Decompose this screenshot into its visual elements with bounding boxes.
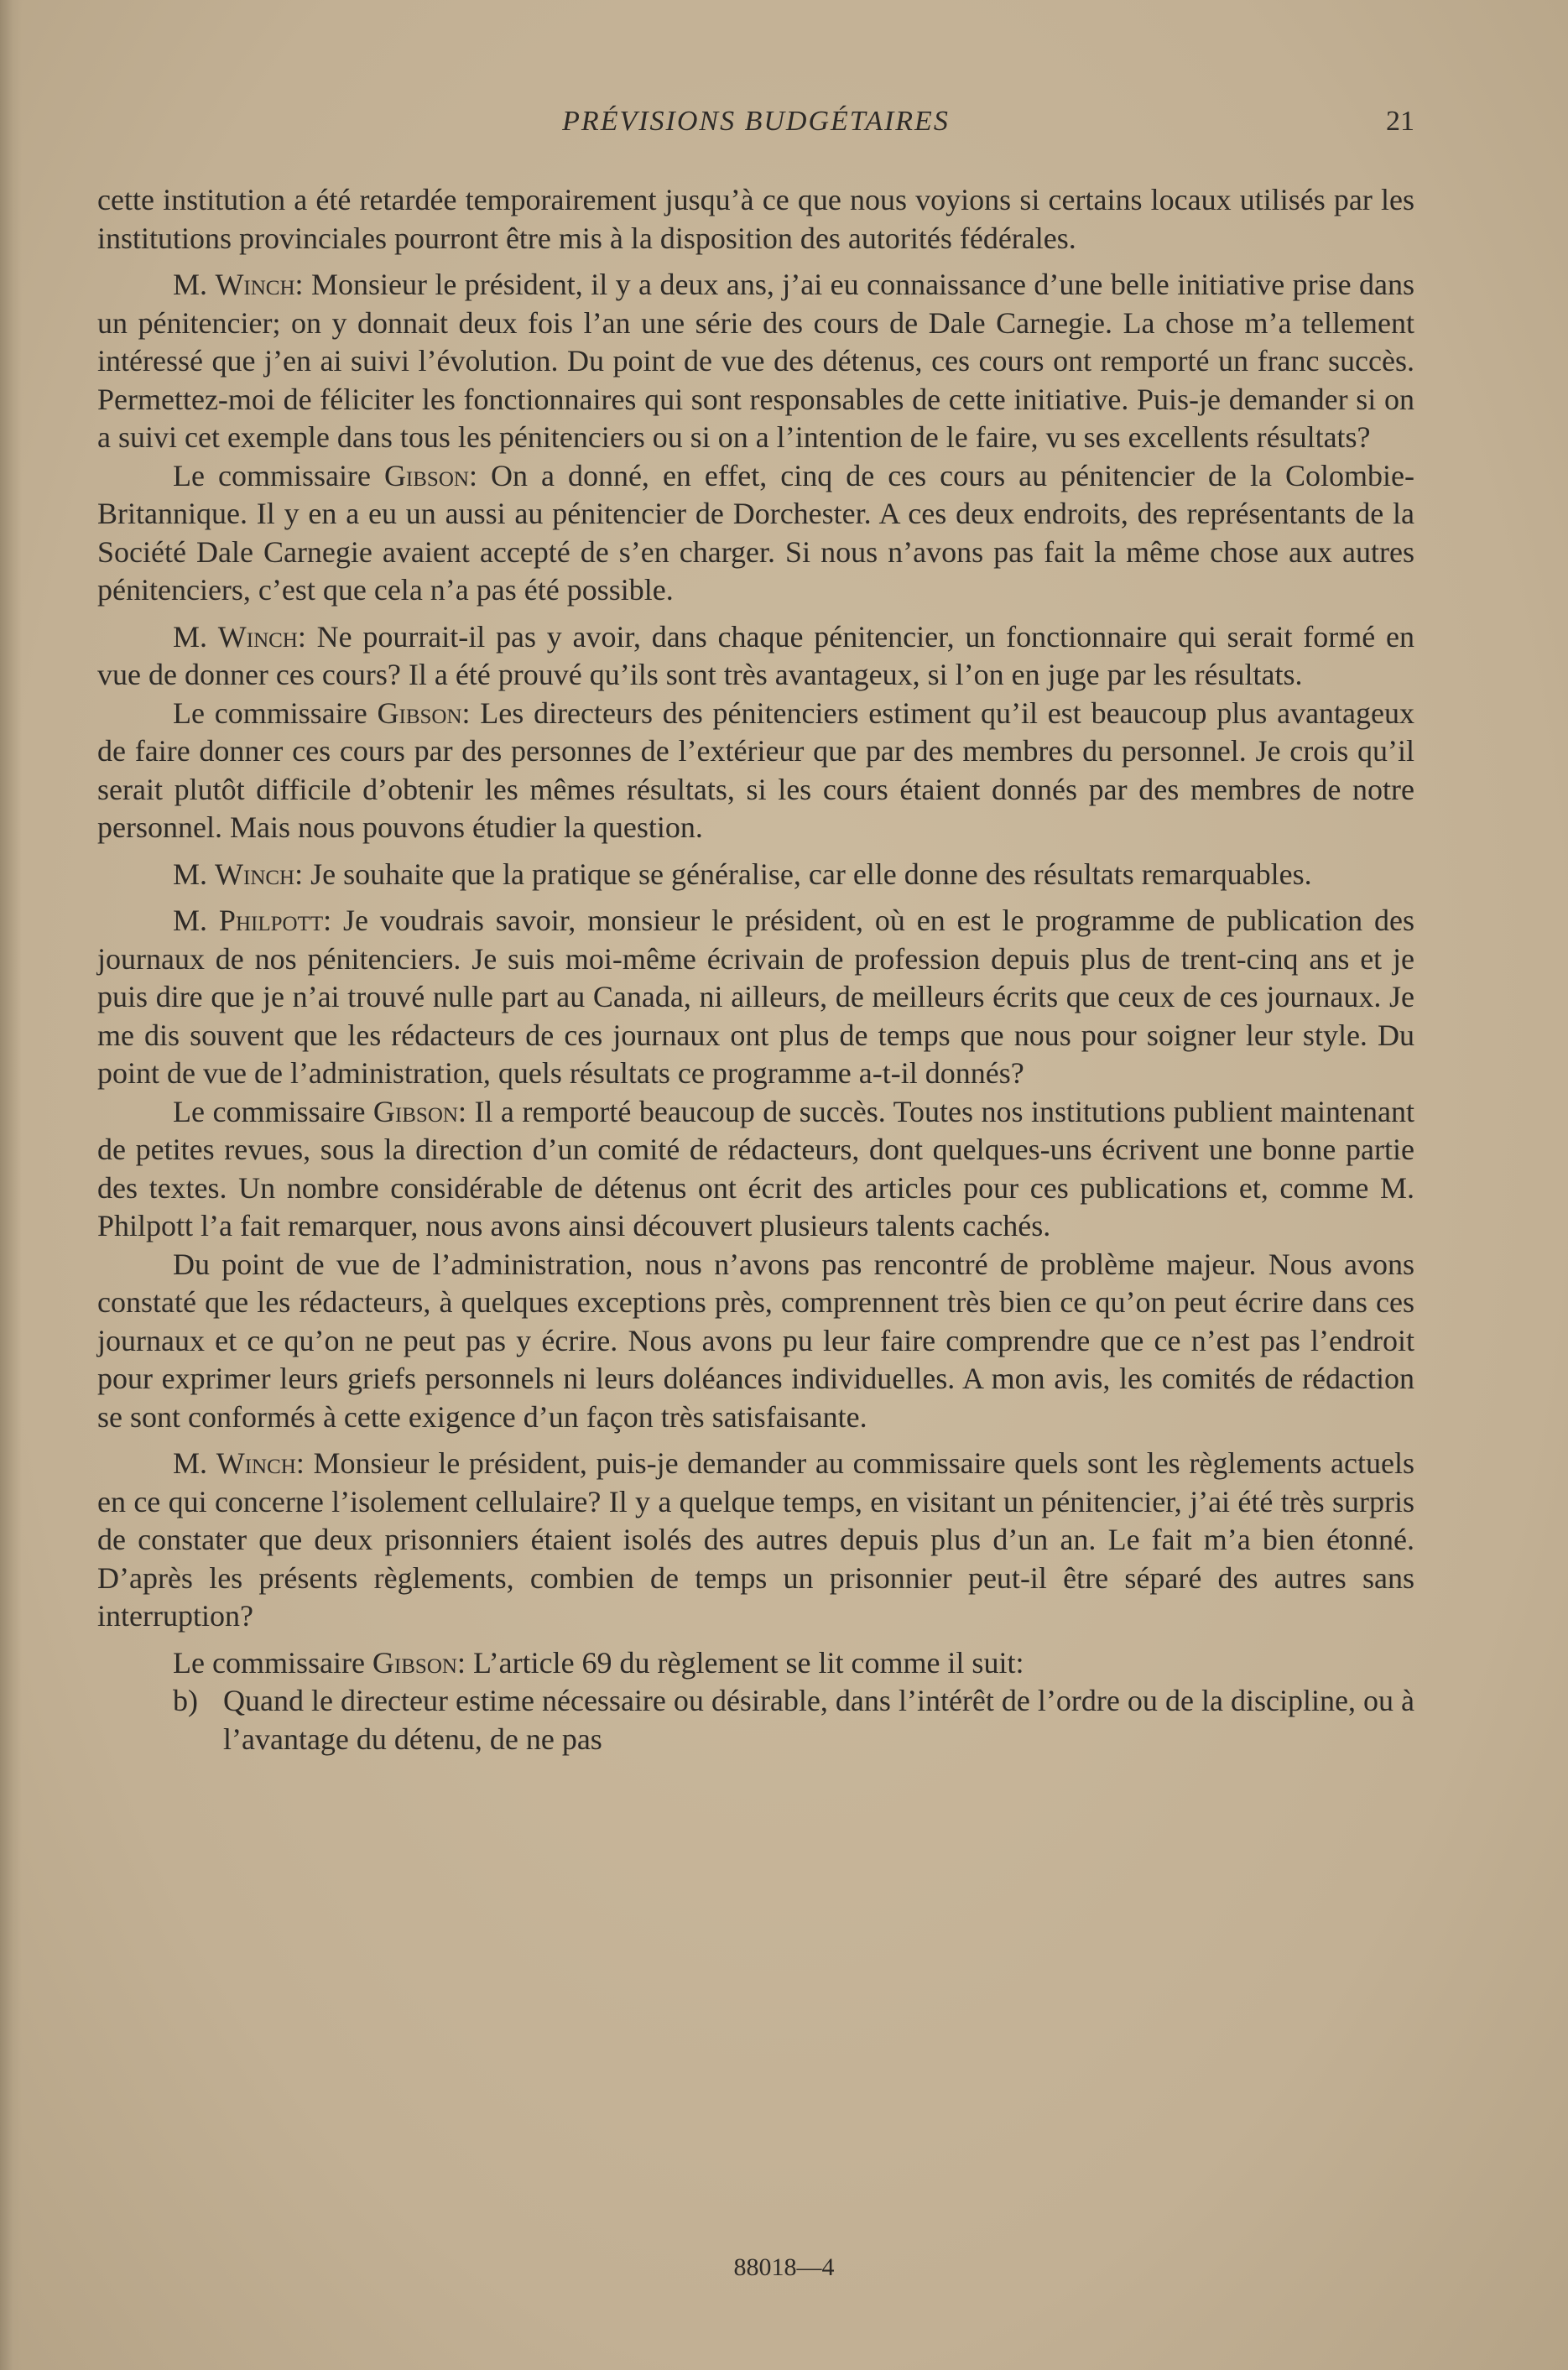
speaker-prefix: Le commissaire [173,1094,373,1128]
speaker-name: Gibson [372,1094,458,1128]
speech-text: : Je souhaite que la pratique se généralise, car elle donne des résultats remarquables. [294,857,1312,891]
paragraph [97,695,1414,847]
page-edge-shadow [0,0,22,2370]
speaker-prefix: M. [173,268,216,301]
running-title: PRÉVISIONS BUDGÉTAIRES [562,106,950,137]
speech-text: : Il a remporté beaucoup de succès. Toutes nos institutions publient maintenant de petites revues, sous la direction d’un comité de rédacteurs, dont quelques-uns écrivent une bonne partie des textes. Un nombre considérable de détenus ont écrit des articles pour ces publications et, comme M. Philpott l’a fait remarquer, nous avons ainsi découvert plusieurs talents cachés. [97,1094,1414,1242]
item-text: Quand le directeur estime nécessaire ou désirable, dans l’intérêt de l’ordre ou de la discipline, ou à l’avantage du détenu, de ne pas [223,1684,1414,1756]
paragraph [97,856,1414,894]
speech-text: : Monsieur le président, puis-je demander au commissaire quels sont les règlements actuels en ce qui concerne l’isolement cellulaire? Il y a quelque temps, en visitant un pénitencier, j’ai été très surpris de constater que deux prisonniers étaient isolés des autres depuis plus d’un an. Le fait m’a bien étonné. D’après les présents règlements, combien de temps un prisonnier peut-il être séparé des autres sans interruption? [97,1446,1414,1633]
speaker-name: Philpott [218,904,324,937]
printer-signature: 88018—4 [733,2253,835,2281]
speaker-prefix: M. [173,1446,216,1480]
page-number: 21 [1386,106,1414,137]
regulation-item [97,1682,1414,1758]
speaker-name: Winch [215,857,295,891]
speaker-name: Winch [216,1446,296,1480]
speaker-name: Gibson [372,1645,457,1680]
speaker-prefix: M. [173,857,216,891]
speech-text: : Les directeurs des pénitenciers estiment qu’il est beaucoup plus avantageux de faire donner ces cours par des personnes de l’extérieur que par des membres du personnel. Je crois qu’il serait plutôt difficile d’obtenir les mêmes résultats, si les cours étaient donnés par des membres de notre personnel. Mais nous pouvons étudier la question. [97,695,1414,844]
speech-text: : Monsieur le président, il y a deux ans, j’ai eu connaissance d’une belle initiative prise dans un pénitencier; on y donnait deux fois l’an une série des cours de Dale Carnegie. La chose m’a tellement intéressé que j’en ai suivi l’évolution. Du point de vue des détenus, ces cours ont remporté un franc succès. Permettez-moi de féliciter les fonctionnaires qui sont responsables de cette initiative. Puis-je demander si on a suivi cet exemple dans tous les pénitenciers ou si on a l’intention de le faire, vu ses excellents résultats? [97,268,1415,454]
speaker-name: Gibson [383,458,469,492]
paragraph [97,618,1414,695]
speech-text: : Je voudrais savoir, monsieur le président, où en est le programme de publication des journaux de nos pénitenciers. Je suis moi-même écrivain de profession depuis plus de trent-cinq ans et je puis dire que je n’ai trouvé nulle part au Canada, ni ailleurs, de meilleurs écrits que ceux de ces journaux. Je me dis souvent que les rédacteurs de ces journaux ont plus de temps que nous pour soigner leur style. Du point de vue de l’administration, quels résultats ce programme a-t-il donnés? [97,904,1414,1090]
speaker-name: Gibson [377,695,462,730]
paragraph [97,1093,1414,1246]
speaker-prefix: M. [173,619,218,654]
speech-text: : On a donné, en effet, cinq de ces cours au pénitencier de la Colombie-Britannique. Il y en a eu un aussi au pénitencier de Dorchester. A ces deux endroits, des représentants de la Société Dale Carnegie avaient accepté de s’en charger. Si nous n’avons pas fait la même chose aux autres pénitenciers, c’est que cela n’a pas été possible. [97,458,1415,607]
item-letter: b) [173,1684,198,1717]
paragraph: cette institution a été retardée temporairement jusqu’à ce que nous voyions si certains locaux utilisés par les institutions provinciales pourront être mis à la disposition des autorités fédérales. [97,183,1414,255]
speech-text: : L’article 69 du règlement se lit comme il suit: [456,1645,1024,1680]
page-header [97,106,1414,148]
body-text [97,181,1414,1758]
speaker-prefix: Le commissaire [173,695,378,730]
speaker-prefix: M. [173,904,219,937]
speaker-prefix: Le commissaire [173,458,384,492]
speaker-prefix: Le commissaire [173,1645,372,1680]
speaker-name: Winch [215,268,295,301]
speaker-name: Winch [217,619,298,654]
paragraph [97,266,1414,457]
paragraph: Du point de vue de l’administration, nous n’avons pas rencontré de problème majeur. Nous avons constaté que les rédacteurs, à quelques exceptions près, comprennent très bien ce qu’on peut écrire dans ces journaux et ce qu’on ne peut pas y écrire. Nous avons pu leur faire comprendre que ce n’est pas l’endroit pour exprimer leurs griefs personnels ni leurs doléances individuelles. A mon avis, les comités de rédaction se sont conformés à cette exigence d’un façon très satisfaisante. [97,1247,1414,1434]
paragraph [97,902,1414,1093]
paragraph [97,457,1414,610]
speech-text: : Ne pourrait-il pas y avoir, dans chaque pénitencier, un fonctionnaire qui serait formé en vue de donner ces cours? Il a été prouvé qu’ils sont très avantageux, si l’on en juge par les résultats. [97,619,1414,691]
paragraph [97,1445,1414,1636]
paragraph [97,1644,1414,1683]
